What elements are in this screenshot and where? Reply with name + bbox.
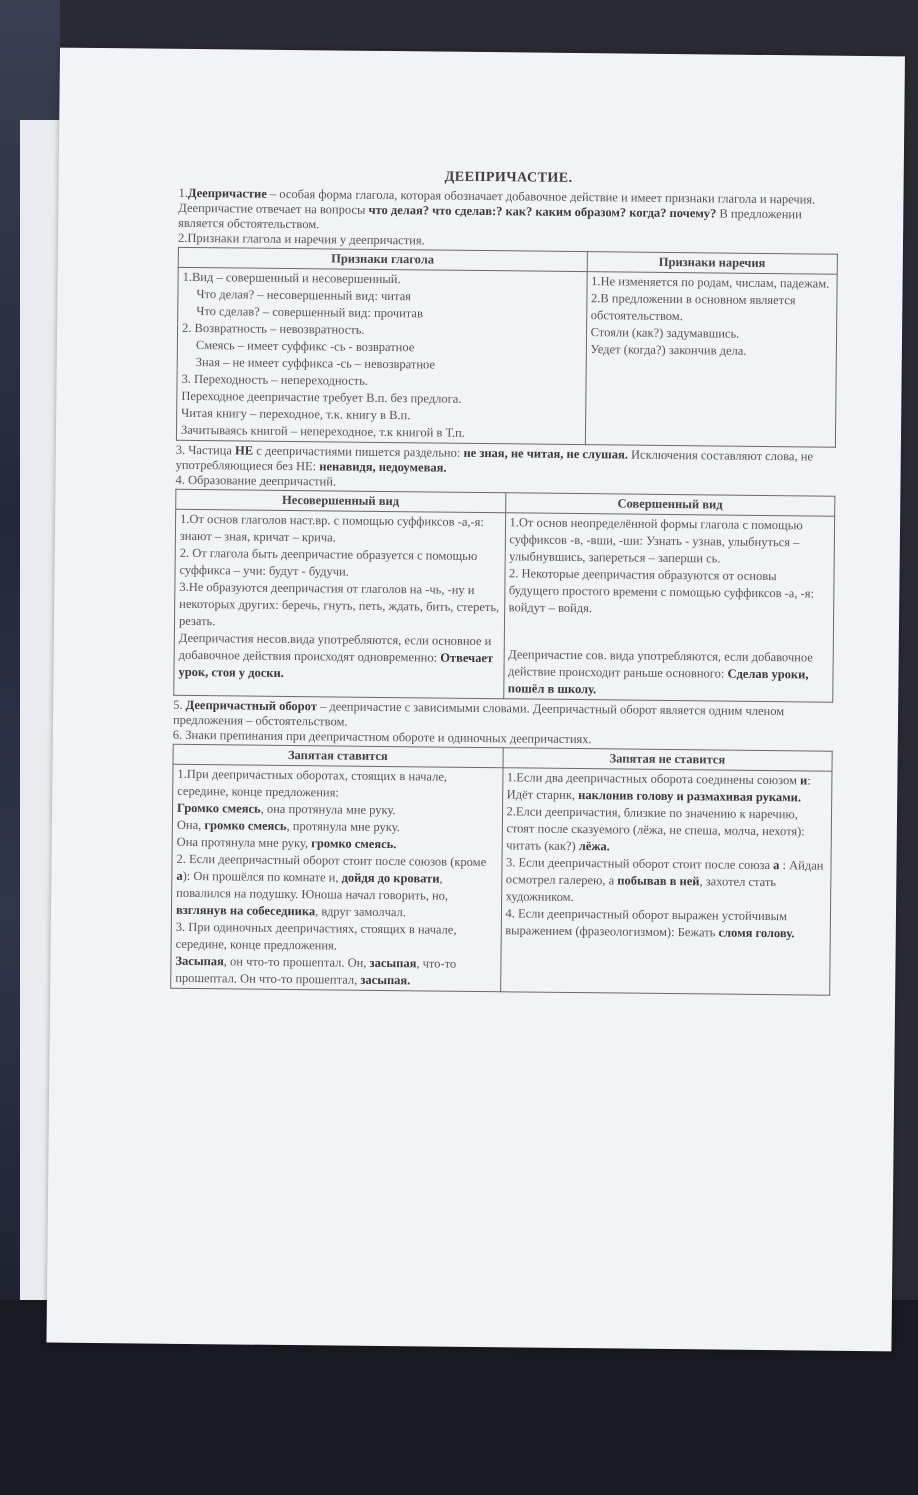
- signs-adverb-cell: [585, 272, 837, 448]
- rule-text: , вдруг замолчал.: [315, 904, 407, 920]
- example-text: Она,: [176, 817, 205, 833]
- imperfective-rule: 2. От глагола быть деепричастие образуется с помощью суффикса – учи: будут - будучи.: [179, 545, 478, 579]
- imperfective-rule: 3.Не образуются деепричастия от глаголов на -чь, -ну и некоторых других: беречь, гнуть, петь, ждать, бить, стереть, резать.: [178, 579, 500, 629]
- adverb-line: 1.Не изменяется по родам, числам, падежам.: [591, 274, 830, 291]
- comma-no-rule: [507, 769, 828, 806]
- verb-line: Зачитываясь книгой – непереходное, т.к книгой в Т.п.: [180, 422, 465, 440]
- adverb-line: 2.В предложении в основном является обстоятельством.: [590, 291, 796, 324]
- rule-text: : Айдан осмотрел галерею, а: [505, 858, 824, 888]
- signs-adverb-header: Признаки наречия: [587, 252, 838, 275]
- verb-line: Что делая? – несовершенный вид: читая: [196, 287, 411, 304]
- verb-line: 3. Переходность – непереходность.: [181, 371, 369, 388]
- perfective-rule: 2. Некоторые деепричастия образуются от основы будущего простого времени с помощью суффиксов -а, -я: войдут – войдя.: [508, 566, 815, 616]
- comma-yes-cell: [171, 764, 503, 991]
- section-6-heading: 6. Знаки препинания при деепричастном обороте и одиночных деепричастиях.: [172, 727, 592, 747]
- signs-table: [176, 247, 838, 448]
- section-3-text: 3. Частица: [175, 442, 236, 458]
- comma-no-rule: [505, 905, 826, 942]
- section-4-heading: 4. Образование деепричастий.: [175, 472, 337, 489]
- perfective-rule: [508, 646, 829, 700]
- comma-no-rule: [506, 854, 827, 908]
- perfective-rule: 1.От основ неопределённой формы глагола с помощью суффиксов -в, -вши, -ши: Узнать - узнав, улыбнуться – улыбнувшись, запереться – заперши сь.: [509, 515, 803, 566]
- section-5-term: Деепричастный оборот: [185, 697, 317, 714]
- rule-bold: лёжа.: [578, 839, 610, 854]
- section-5-number: 5.: [173, 697, 186, 712]
- section-3-exceptions: ненавидя, недоумевая.: [319, 459, 447, 475]
- section-3-text: с деепричастиями пишется раздельно:: [253, 443, 464, 460]
- rule-text: : Идёт старик,: [506, 773, 811, 803]
- comma-yes-rule: [176, 851, 497, 922]
- verb-line: Читая книгу – переходное, т.к. книгу в В.п.: [181, 405, 411, 423]
- perfective-cell: [503, 513, 834, 702]
- signs-verb-header: Признаки глагола: [178, 247, 587, 271]
- punctuation-table: [170, 744, 833, 996]
- example-bold: засыпая.: [360, 972, 411, 988]
- document-content: [170, 167, 839, 998]
- paper-sheet: [46, 48, 905, 1352]
- example-text: , она протянула мне руку.: [260, 801, 396, 818]
- example-bold: громко смеясь: [204, 818, 287, 833]
- rule-text: 2.Елси деепричастия, близкие по значению к наречию, стоят после сказуемого (лёжа, не спеша, молча, нехотя): читать (как?): [506, 804, 805, 854]
- example-text: , он что-то прошептал. Он,: [223, 954, 370, 970]
- example-bold: Засыпая: [175, 953, 224, 969]
- comma-yes-example: [175, 953, 496, 990]
- rule-bold: и: [799, 773, 808, 788]
- rule-bold: взглянув на собеседника: [175, 902, 316, 919]
- imperfective-rule-text: Деепричастия несов.вида употребляются, если основное и добавочное действия происходят одновременно:: [178, 630, 492, 665]
- rule-text: 1.Если два деепричастных оборота соединены союзом: [506, 770, 801, 788]
- rule-bold: сломя голову.: [718, 925, 795, 941]
- rule-bold: побывав в ней: [617, 873, 700, 889]
- perfective-spacer: [508, 616, 829, 649]
- section-3-text: Исключения составляют слова, не употребляющиеся без НЕ:: [175, 447, 814, 474]
- rule-bold: а: [773, 858, 780, 873]
- section-1-number: 1.: [178, 185, 188, 200]
- comma-no-rule: [506, 803, 827, 857]
- verb-line: Переходное деепричастие требует В.п. без предлога.: [181, 388, 462, 406]
- section-3-examples: не зная, не читая, не слушая.: [463, 445, 629, 462]
- comma-yes-rule: 1.При деепричастных оборотах, стоящих в начале, середине, конце предложения:: [177, 766, 448, 800]
- imperfective-example: Отвечает урок, стоя у доски.: [178, 650, 494, 680]
- section-5-text: – деепричастие с зависимыми словами. Деепричастный оборот является одним членом предложения – обстоятельством.: [172, 699, 785, 729]
- perfective-rule-text: Деепричастие сов. вида употребляются, если добавочное действие происходит раньше основного:: [507, 647, 813, 681]
- verb-line: 1.Вид – совершенный и несовершенный.: [182, 269, 401, 287]
- imperfective-cell: [174, 509, 505, 698]
- section-1-tail: В предложении является обстоятельством.: [178, 206, 802, 232]
- rule-text: 3. Если деепричастный оборот стоит после союза: [505, 855, 774, 873]
- example-text: , протянула мне руку.: [286, 818, 400, 835]
- rule-text: 2. Если деепричастный оборот стоит после союзов (кроме: [176, 851, 487, 870]
- comma-no-cell: [500, 768, 832, 995]
- perfective-header: Совершенный вид: [505, 493, 835, 516]
- signs-verb-cell: [176, 267, 586, 444]
- section-1-term: Деепричастие: [187, 185, 267, 201]
- rule-bold: а: [176, 868, 183, 883]
- example-bold: засыпая: [369, 955, 417, 971]
- rule-text: , захотел стать художником.: [505, 874, 777, 905]
- example-text: Она протянула мне руку,: [176, 834, 312, 851]
- example-text: , что-то прошептал. Он что-то прошептал,: [175, 956, 457, 987]
- section-3-particle: НЕ: [234, 443, 254, 458]
- formation-table: [173, 489, 835, 703]
- imperfective-header: Несовершенный вид: [176, 489, 506, 512]
- perfective-example: Сделав уроки, пошёл в школу.: [507, 666, 809, 697]
- verb-line: Что сделав? – совершенный вид: прочитав: [196, 304, 423, 321]
- example-bold: громко смеясь.: [311, 836, 397, 852]
- comma-no-header: Запятая не ставится: [503, 748, 833, 771]
- example-bold: Громко смеясь: [176, 800, 261, 816]
- comma-yes-rule: 3. При одиночных деепричастиях, стоящих в начале, середине, конце предложения.: [175, 919, 457, 953]
- verb-line: 2. Возвратность – невозвратность.: [182, 320, 365, 337]
- rule-bold: дойдя до кровати: [341, 870, 440, 886]
- section-1-questions: что делая? что сделав:? как? каким образом? когда? почему?: [368, 202, 717, 221]
- section-1-definition: – особая форма глагола, которая обозначает добавочное действие и имеет признаки глагола и наречия. Деепричастие отвечает на вопросы: [178, 186, 816, 217]
- section-1: [178, 186, 838, 238]
- verb-line: Смеясь – имеет суффикс -сь - возвратное: [195, 338, 415, 355]
- adverb-line: Стояли (как?) задумавшись.: [590, 325, 740, 341]
- verb-line: Зная – не имеет суффикса -сь – невозвратное: [195, 355, 436, 372]
- section-2-heading: 2.Признаки глагола и наречия у деепричастия.: [177, 230, 425, 248]
- rule-text: , повалился на подушку. Юноша начал говорить, но,: [176, 871, 449, 903]
- imperfective-rule: 1.От основ глаголов наст.вр. с помощью суффиксов -а,-я: знают – зная, кричат – крича.: [179, 511, 485, 545]
- comma-yes-header: Запятая ставится: [173, 744, 503, 767]
- adverb-line: Уедет (когда?) закончив дела.: [590, 342, 747, 358]
- rule-bold: наклонив голову и размахивая руками.: [578, 788, 802, 805]
- rule-text: 4. Если деепричастный оборот выражен устойчивым выражением (фразеологизмом): Бежать: [505, 906, 788, 940]
- rule-text: ): Он прошёлся по комнате и,: [182, 868, 342, 885]
- imperfective-rule: [178, 630, 499, 684]
- document-title: ДЕЕПРИЧАСТИЕ.: [444, 169, 573, 186]
